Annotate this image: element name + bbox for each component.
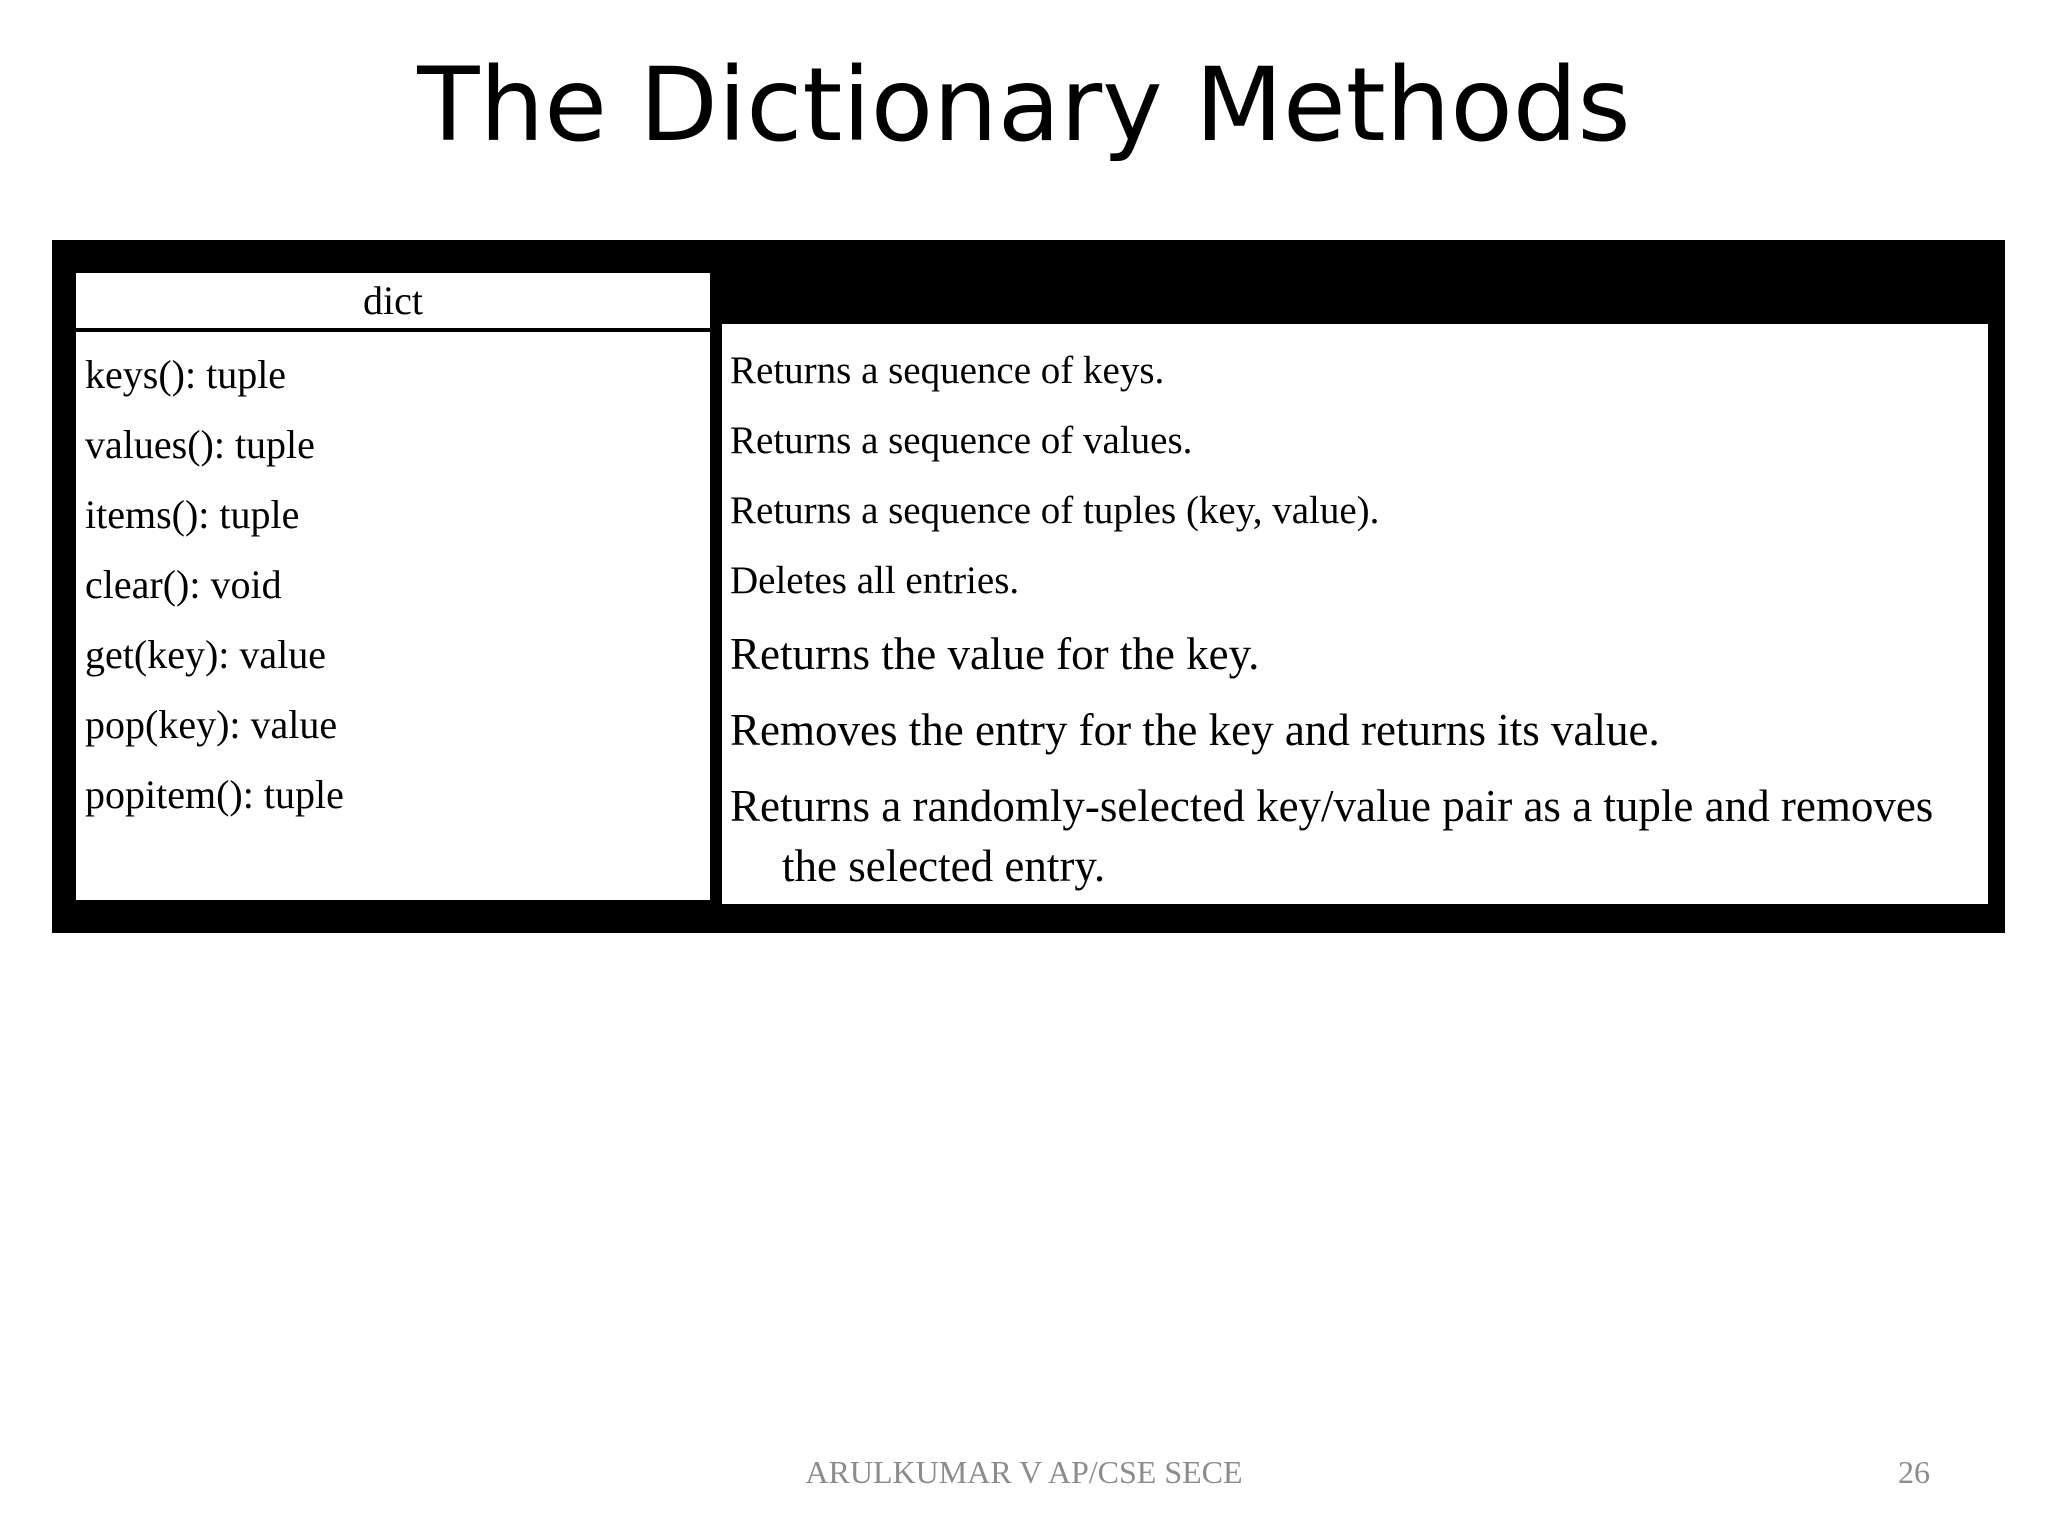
description-item: Returns a sequence of keys. [730, 349, 1165, 392]
method-item: pop(key): value [85, 702, 338, 747]
class-name: dict [76, 273, 710, 332]
method-item: clear(): void [85, 562, 282, 607]
slide-number: 26 [1898, 1454, 1930, 1490]
method-item: get(key): value [85, 632, 326, 677]
footer-text: ARULKUMAR V AP/CSE SECE [805, 1454, 1243, 1490]
method-item: popitem(): tuple [85, 772, 344, 817]
description-item: Returns a sequence of values. [730, 419, 1193, 462]
method-list [76, 332, 710, 830]
description-item: Deletes all entries. [730, 559, 1020, 602]
method-item: keys(): tuple [85, 352, 287, 397]
method-item: items(): tuple [85, 492, 300, 537]
description-item: Returns a randomly-selected key/value pair as a tuple and removes the selected entry. [730, 781, 1934, 891]
class-box [76, 273, 710, 900]
method-item: values(): tuple [85, 422, 315, 467]
slide-title: The Dictionary Methods [417, 46, 1631, 165]
description-item: Removes the entry for the key and returns its value. [730, 705, 1660, 755]
description-item: Returns a sequence of tuples (key, value). [730, 489, 1380, 532]
description-item: Returns the value for the key. [730, 629, 1260, 679]
description-list [722, 324, 1988, 896]
uml-class-diagram [52, 240, 2005, 933]
description-box [722, 324, 1988, 904]
